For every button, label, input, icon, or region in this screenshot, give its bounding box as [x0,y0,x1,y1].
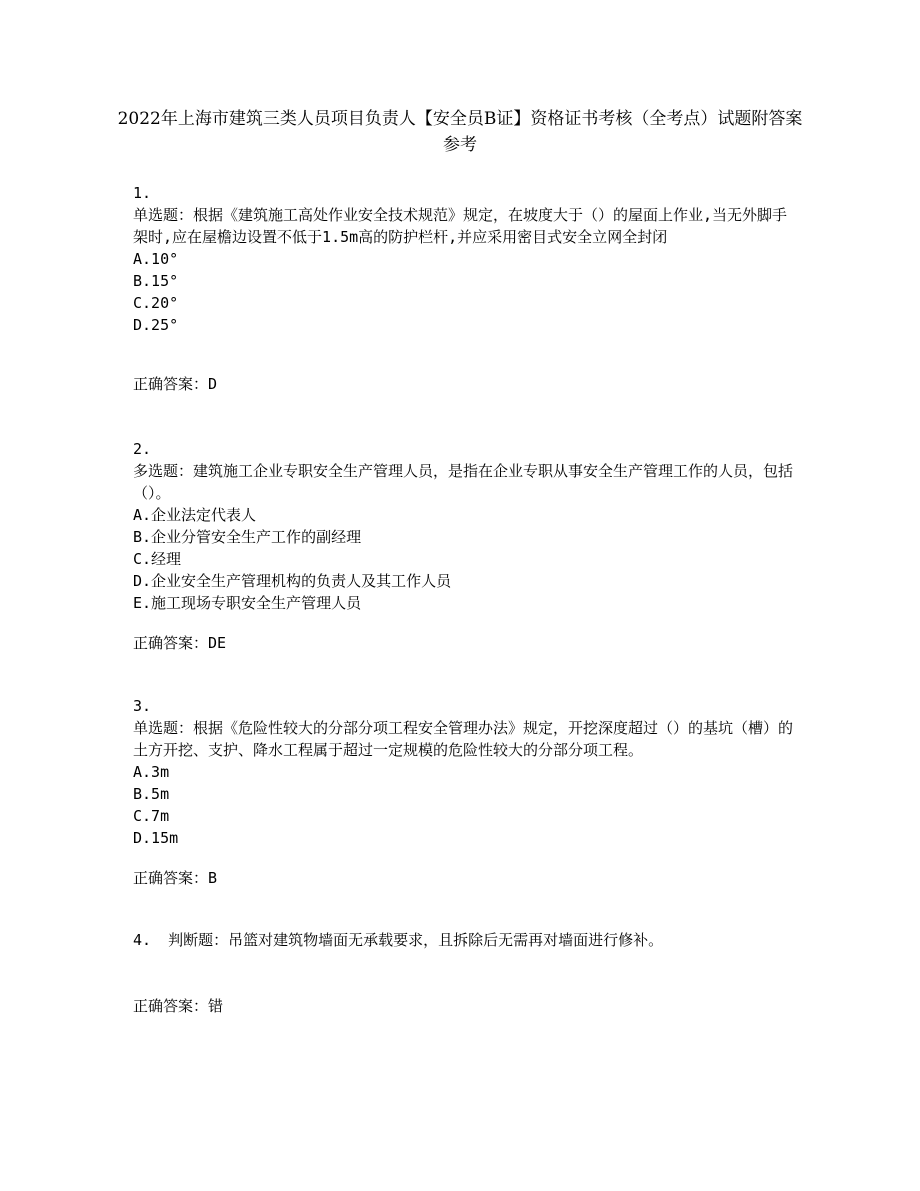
question-stem: 单选题：根据《危险性较大的分部分项工程安全管理办法》规定，开挖深度超过（）的基坑（槽）的土方开挖、支护、降水工程属于超过一定规模的危险性较大的分部分项工程。 [133,719,794,759]
option-c: C.7m [133,807,170,825]
answer-value: 错 [208,997,224,1015]
question-stem: 单选题：根据《建筑施工高处作业安全技术规范》规定，在坡度大于（）的屋面上作业,当无外脚手架时,应在屋檐边设置不低于1.5m高的防护栏杆,并应采用密目式安全立网全封闭 [133,206,788,246]
answer-value: B [208,869,218,887]
question-number: 3. [133,697,152,715]
answer-value: DE [208,634,227,652]
answer-3 [133,867,793,889]
option-b: B.企业分管安全生产工作的副经理 [133,528,362,546]
answer-label: 正确答案： [133,634,209,652]
question-2 [133,438,793,614]
question-stem: 判断题：吊篮对建筑物墙面无承载要求，且拆除后无需再对墙面进行修补。 [168,931,664,949]
answer-4 [133,995,793,1017]
option-b: B.15° [133,272,179,290]
option-a: A.企业法定代表人 [133,506,257,524]
answer-1 [133,373,793,395]
option-c: C.经理 [133,550,182,568]
question-1 [133,182,793,336]
answer-label: 正确答案： [133,375,209,393]
option-b: B.5m [133,785,170,803]
answer-label: 正确答案： [133,997,209,1015]
option-d: D.企业安全生产管理机构的负责人及其工作人员 [133,572,452,590]
question-number: 2. [133,440,152,458]
answer-value: D [208,375,218,393]
option-d: D.15m [133,829,179,847]
question-4 [133,929,793,951]
question-number: 4. [133,931,152,949]
option-c: C.20° [133,294,179,312]
answer-label: 正确答案： [133,869,209,887]
option-e: E.施工现场专职安全生产管理人员 [133,594,362,612]
option-a: A.3m [133,763,170,781]
question-3 [133,695,793,849]
option-a: A.10° [133,250,179,268]
question-stem: 多选题：建筑施工企业专职安全生产管理人员，是指在企业专职从事安全生产管理工作的人员，包括（）。 [133,462,794,502]
answer-2 [133,632,793,654]
option-d: D.25° [133,316,179,334]
document-title: 2022年上海市建筑三类人员项目负责人【安全员B证】资格证书考核（全考点）试题附答案参考 [117,109,803,155]
question-number: 1. [133,184,152,202]
